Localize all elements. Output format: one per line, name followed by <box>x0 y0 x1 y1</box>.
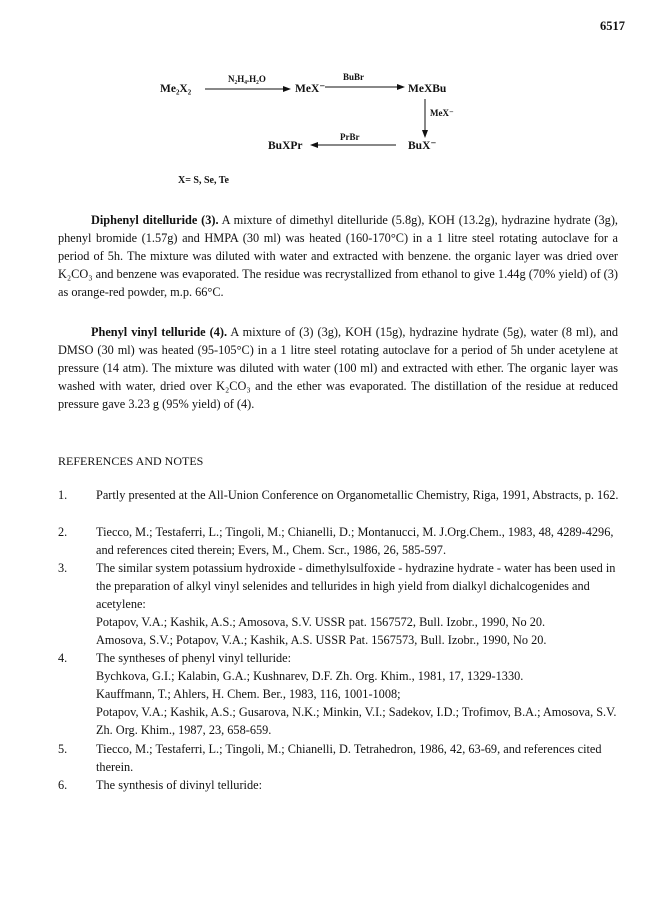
arrow-1-head <box>283 86 291 92</box>
page-number: 6517 <box>600 19 625 33</box>
reference-number: 2. <box>58 525 68 539</box>
references-heading: REFERENCES AND NOTES <box>58 454 204 468</box>
reference-2 <box>58 523 622 559</box>
arrow-4-head <box>310 142 318 148</box>
compound-title-4: Phenyl vinyl telluride (4). <box>91 325 228 339</box>
scheme-bux: BuX⁻ <box>408 140 437 152</box>
reference-6 <box>58 776 622 794</box>
reference-5 <box>58 740 622 776</box>
reference-line: Amosova, S.V.; Potapov, V.A.; Kashik, A.S. USSR Pat. 1567573, Bull. Izobr., 1990, No 20. <box>96 633 547 647</box>
scheme-reagent-prbr: PrBr <box>340 132 360 142</box>
reference-line: Bychkova, G.I.; Kalabin, G.A.; Kushnarev, D.F. Zh. Org. Khim., 1981, 17, 1329-1330. <box>96 669 524 683</box>
reaction-scheme <box>0 0 672 200</box>
reference-number: 3. <box>58 561 68 575</box>
reference-line: Partly presented at the All-Union Conference on Organometallic Chemistry, Riga, 1991, Abstracts, p. 162. <box>96 488 619 502</box>
reference-line: Potapov, V.A.; Kashik, A.S.; Amosova, S.V. USSR pat. 1567572, Bull. Izobr., 1990, No 20. <box>96 615 546 629</box>
scheme-x-definition: X= S, Se, Te <box>178 175 229 186</box>
reference-1 <box>58 486 622 504</box>
scheme-mex: MeX⁻ <box>295 83 326 95</box>
reference-line: Potapov, V.A.; Kashik, A.S.; Gusarova, N.K.; Minkin, V.I.; Sadekov, I.D.; Trofimov, B.A.; Amosova, S.V. Zh. Org. Khim., 1987, 23, 658-659. <box>96 705 617 737</box>
scheme-buxpr: BuXPr <box>268 140 303 152</box>
scheme-arrows <box>0 0 672 200</box>
reference-line: The syntheses of phenyl vinyl telluride: <box>96 651 292 665</box>
paragraph-text: A mixture of (3) (3g), KOH (15g), hydrazine hydrate (5g), water (8 ml), and DMSO (30 ml) was heated (95-105°C) in a 1 litre steel rotating autoclave for a period of 5h under acetylene at pressure (14 atm). The mixture was diluted with water (100 ml) and extracted with ether. The organic layer was washed with water, dried over K₂CO₃ and the ether was evaporated. The distillation of the residue at reduced pressure gave 3.23 g (95% yield) of (4). <box>58 325 618 411</box>
scheme-reagent-bubr: BuBr <box>343 72 365 82</box>
paragraph-text: A mixture of dimethyl ditelluride (5.8g), KOH (13.2g), hydrazine hydrate (3g), phenyl bromide (1.57g) and HMPA (30 ml) was heated (160-170°C) in a 1 litre steel rotating autoclave for a period of 5h. The mixture was diluted with water and extracted with benzene. the organic layer was dried over K₂CO₃ and benzene was evaporated. The residue was recrystallized from ethanol to give 1.44g (70% yield) of (3) as orange-red powder, m.p. 66°C. <box>58 213 618 299</box>
reference-number: 6. <box>58 778 68 792</box>
reference-number: 4. <box>58 651 68 665</box>
scheme-me2x2: Me₂X₂ <box>160 83 192 95</box>
reference-number: 1. <box>58 488 68 502</box>
reference-4 <box>58 649 622 739</box>
paragraph-diphenyl-ditelluride <box>58 211 618 301</box>
reference-line: Kauffmann, T.; Ahlers, H. Chem. Ber., 1983, 116, 1001-1008; <box>96 687 401 701</box>
reference-line: Tiecco, M.; Testaferri, L.; Tingoli, M.; Chianelli, D.; Montanucci, M. J.Org.Chem., 1983, 48, 4289-4296, and references cited therein; Evers, M., Chem. Scr., 1986, 26, 585-597. <box>96 525 614 557</box>
reference-3 <box>58 559 622 649</box>
scheme-reagent-mex: MeX⁻ <box>430 108 454 118</box>
compound-title-3: Diphenyl ditelluride (3). <box>91 213 219 227</box>
reference-line: The similar system potassium hydroxide - dimethylsulfoxide - hydrazine hydrate - water has been used in the preparation of alkyl vinyl selenides and tellurides in high yield from dialkyl dichalcogenides and acetylene: <box>96 561 616 611</box>
reference-line: Tiecco, M.; Testaferri, L.; Tingoli, M.; Chianelli, D. Tetrahedron, 1986, 42, 63-69, and references cited therein. <box>96 742 602 774</box>
scheme-reagent-hydrazine: N₂H₄.H₂O <box>228 74 266 84</box>
arrow-2-head <box>397 84 405 90</box>
reference-number: 5. <box>58 742 68 756</box>
scheme-mexbu: MeXBu <box>408 83 447 95</box>
paragraph-phenyl-vinyl-telluride <box>58 323 618 413</box>
reference-line: The synthesis of divinyl telluride: <box>96 778 262 792</box>
